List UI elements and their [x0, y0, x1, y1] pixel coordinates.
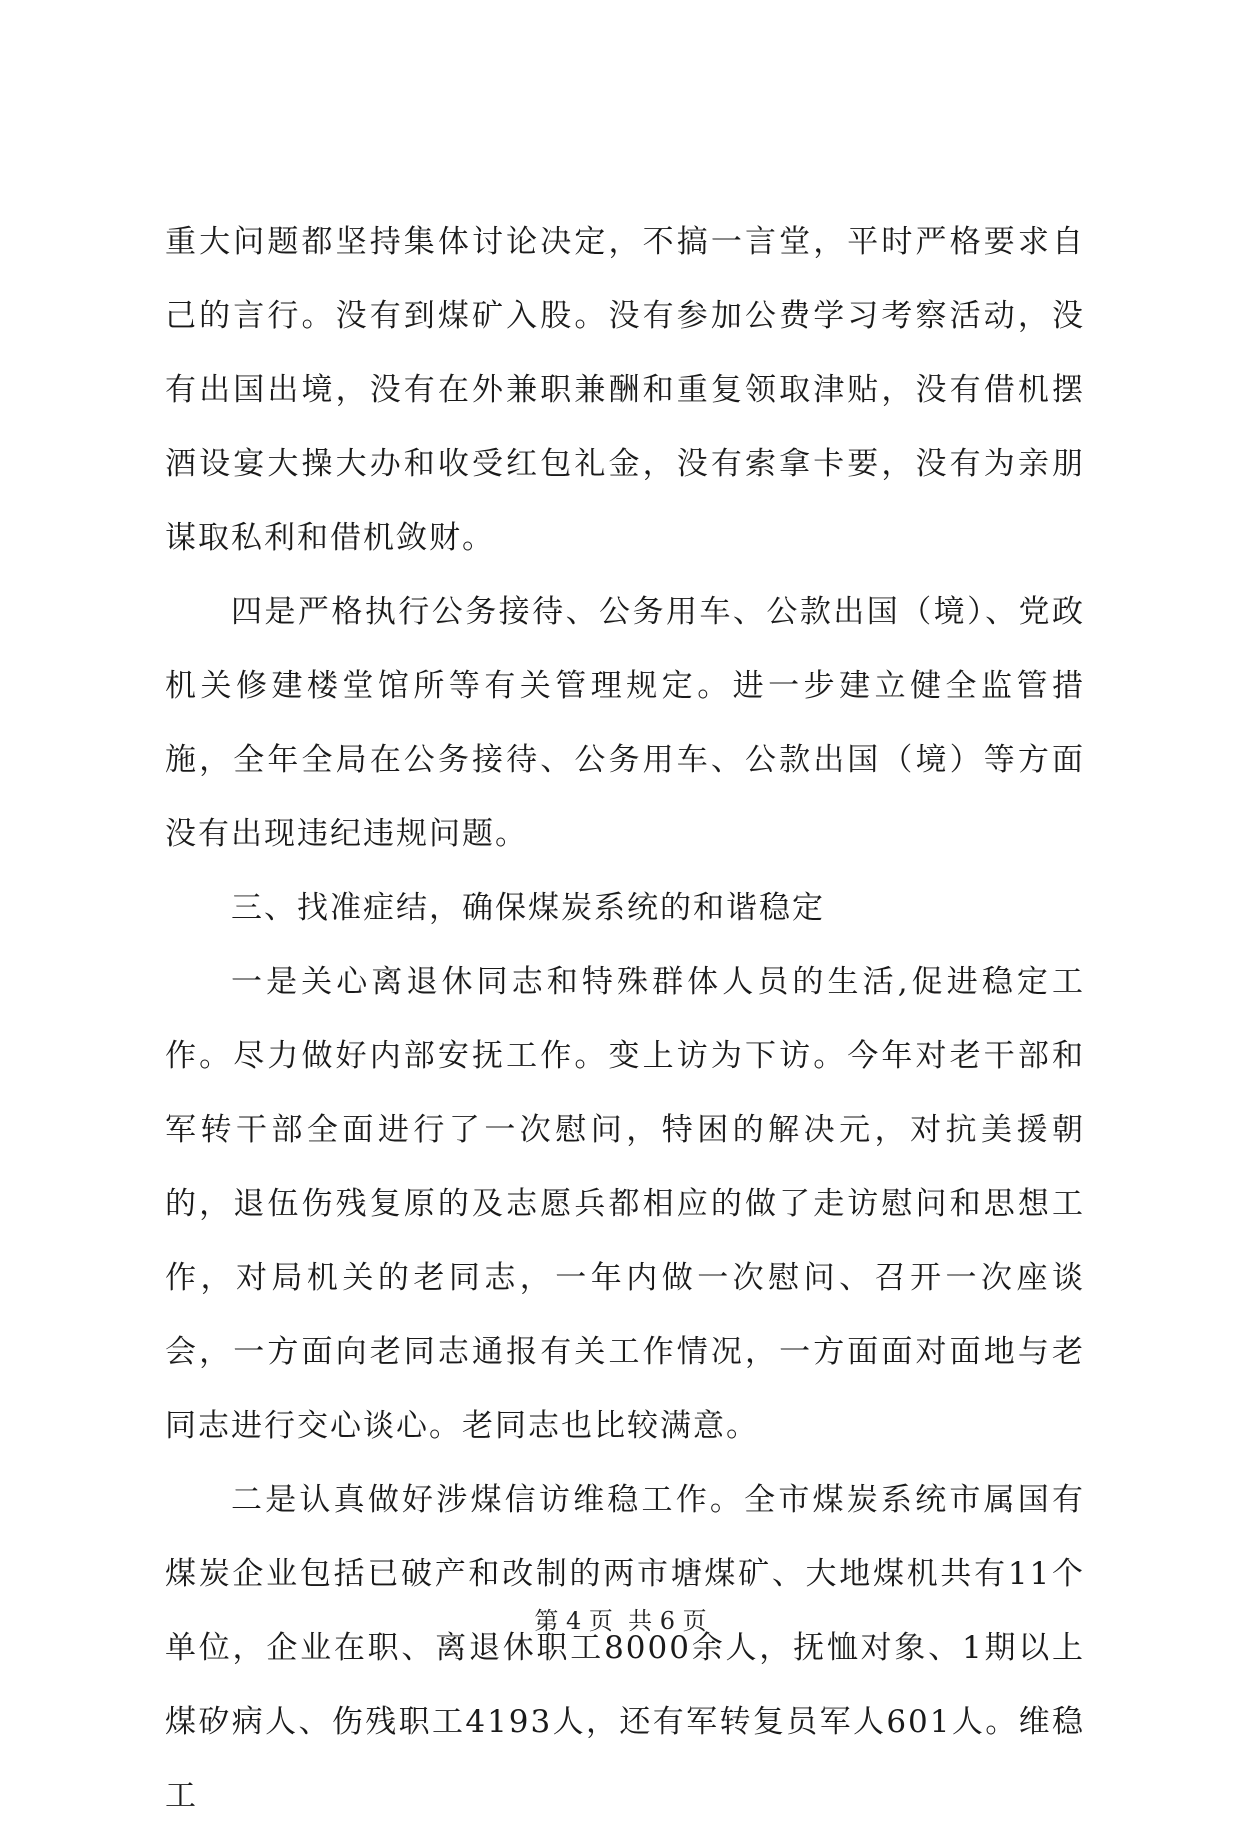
page-footer	[0, 1606, 1241, 1636]
paragraph-3: 一是关心离退休同志和特殊群体人员的生活,促进稳定工作。尽力做好内部安抚工作。变上访为下访。今年对老干部和军转干部全面进行了一次慰问，特困的解决元，对抗美援朝的，退伍伤残复原的及志愿兵都相应的做了走访慰问和思想工作，对局机关的老同志，一年内做一次慰问、召开一次座谈会，一方面向老同志通报有关工作情况，一方面面对面地与老同志进行交心谈心。老同志也比较满意。	[165, 964, 1085, 1444]
paragraph-2: 四是严格执行公务接待、公务用车、公款出国（境）、党政机关修建楼堂馆所等有关管理规定。进一步建立健全监管措施，全年全局在公务接待、公务用车、公款出国（境）等方面没有出现违纪违规问题。	[165, 594, 1085, 852]
document-body	[165, 205, 1085, 1833]
section-heading: 三、找准症结，确保煤炭系统的和谐稳定	[231, 890, 825, 926]
page-number-label: 第 4 页 共 6 页	[534, 1607, 707, 1635]
paragraph-4: 二是认真做好涉煤信访维稳工作。全市煤炭系统市属国有煤炭企业包括已破产和改制的两市塘煤矿、大地煤机共有11个单位，企业在职、离退休职工8000余人，抚恤对象、1期以上煤矽病人、伤残职工4193人，还有军转复员军人601人。维稳工	[165, 1482, 1085, 1814]
paragraph-1: 重大问题都坚持集体讨论决定，不搞一言堂，平时严格要求自己的言行。没有到煤矿入股。没有参加公费学习考察活动，没有出国出境，没有在外兼职兼酬和重复领取津贴，没有借机摆酒设宴大操大办和收受红包礼金，没有索拿卡要，没有为亲朋谋取私利和借机敛财。	[165, 224, 1085, 556]
